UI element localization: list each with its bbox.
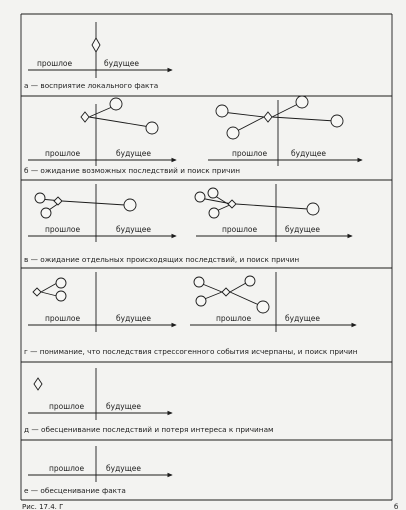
future-label: будущее <box>116 149 151 158</box>
event-diamond <box>264 112 272 122</box>
consequence-circle <box>56 291 66 301</box>
link <box>272 117 335 121</box>
event-diamond <box>222 288 230 296</box>
link <box>41 292 57 296</box>
past-label: прошлое <box>45 225 81 234</box>
event-diamond <box>34 378 42 390</box>
past-label: прошлое <box>216 314 252 323</box>
link <box>62 201 125 205</box>
panel-d <box>24 368 274 434</box>
caption-d: д — обесценивание последствий и потеря интереса к причинам <box>24 425 274 434</box>
figure-caption-fragment: Рис. 17.4. Г <box>22 503 64 510</box>
future-label: будущее <box>104 59 139 68</box>
panel-a <box>24 22 172 90</box>
consequence-circle <box>296 96 308 108</box>
past-label: прошлое <box>49 402 85 411</box>
cause-circle <box>208 188 218 198</box>
link <box>89 107 112 117</box>
consequence-circle <box>110 98 122 110</box>
consequence-circle <box>257 301 269 313</box>
panel-g <box>24 272 358 356</box>
past-label: прошлое <box>37 59 73 68</box>
caption-v: в — ожидание отдельных происходящих последствий, и поиск причин <box>24 255 300 264</box>
past-label: прошлое <box>45 314 81 323</box>
cause-circle <box>194 277 204 287</box>
cause-circle <box>216 105 228 117</box>
future-label: будущее <box>106 402 141 411</box>
link <box>236 204 308 209</box>
event-diamond <box>33 288 41 296</box>
past-label: прошлое <box>222 225 258 234</box>
cause-circle <box>227 127 239 139</box>
past-label: прошлое <box>49 464 85 473</box>
future-label: будущее <box>106 464 141 473</box>
event-diamond <box>228 200 236 208</box>
future-label: будущее <box>285 225 320 234</box>
cause-circle <box>35 193 45 203</box>
consequence-circle <box>331 115 343 127</box>
event-diamond <box>92 38 100 52</box>
future-label: будущее <box>116 314 151 323</box>
link <box>89 117 150 127</box>
cause-circle <box>195 192 205 202</box>
consequence-circle <box>245 276 255 286</box>
future-label: будущее <box>116 225 151 234</box>
figure-caption-tail: б <box>394 503 399 510</box>
consequence-circle <box>124 199 136 211</box>
link <box>272 104 298 117</box>
panel-v <box>24 184 352 264</box>
link <box>230 283 246 292</box>
consequence-circle <box>56 278 66 288</box>
event-diamond <box>81 112 89 122</box>
cause-circle <box>209 208 219 218</box>
caption-b: б — ожидание возможных последствий и поиск причин <box>24 166 240 175</box>
past-label: прошлое <box>45 149 81 158</box>
panel-b <box>24 96 362 175</box>
caption-e: е — обесценивание факта <box>24 486 126 495</box>
cause-circle <box>196 296 206 306</box>
link <box>41 283 57 292</box>
future-label: будущее <box>291 149 326 158</box>
link <box>230 292 259 305</box>
caption-g: г — понимание, что последствия стрессогенного события исчерпаны, и поиск причин <box>24 347 358 356</box>
event-diamond <box>54 197 62 205</box>
link <box>222 112 264 117</box>
consequence-circle <box>146 122 158 134</box>
caption-a: а — восприятие локального факта <box>24 81 159 90</box>
future-label: будущее <box>285 314 320 323</box>
consequence-circle <box>307 203 319 215</box>
cause-circle <box>41 208 51 218</box>
past-label: прошлое <box>232 149 268 158</box>
panel-e <box>24 446 172 495</box>
